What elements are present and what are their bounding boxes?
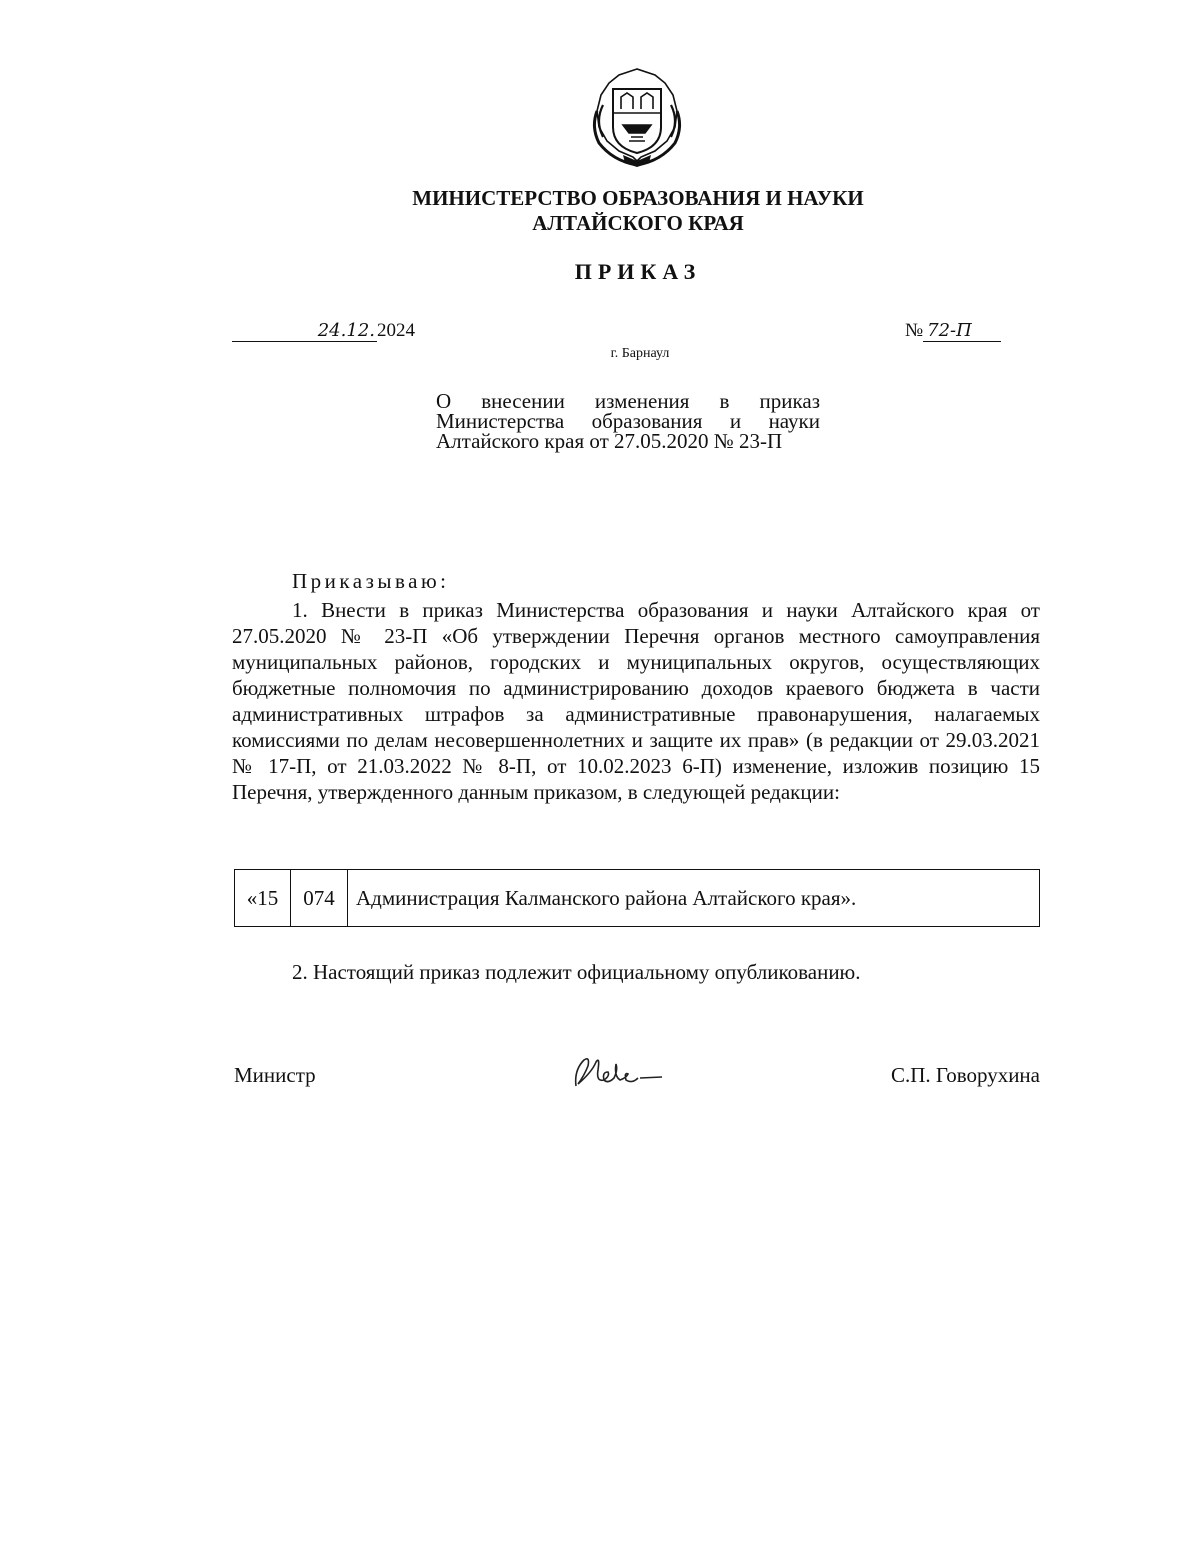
handwritten-signature — [570, 1050, 670, 1095]
handwritten-number: 72-П — [923, 321, 1001, 342]
table-cell-code: 074 — [291, 870, 348, 927]
order-item-1: 1. Внести в приказ Министерства образования и науки Алтайского края от 27.05.2020 № 23-П «Об утверждении Перечня органов местного самоуправления муниципальных районов, городских и муниципальных округов, осуществляющих бюджетные полномочия по администрированию доходов краевого бюджета в части административных штрафов за административные правонарушения, налагаемых комиссиями по делам несовершеннолетних и защите их прав» (в редакции от 29.03.2021 № 17-П, от 21.03.2022 № 8-П, от 10.02.2023 6-П) изменение, изложив позицию 15 Перечня, утвержденного данным приказом, в следующей редакции: — [232, 598, 1040, 804]
table-cell-name: Администрация Калманского района Алтайского края». — [348, 870, 1040, 927]
order-number — [905, 320, 1001, 342]
order-subject: О внесении изменения в приказ Министерства образования и науки Алтайского края от 27.05.2020 № 23-П — [436, 389, 820, 453]
order-date — [232, 320, 415, 342]
ministry-name-line2: АЛТАЙСКОГО КРАЯ — [532, 211, 744, 235]
amendment-table — [234, 869, 1040, 927]
city-label: г. Барнаул — [610, 346, 670, 361]
handwritten-date: 24.12. — [232, 321, 377, 342]
order-year: 2024 — [377, 320, 415, 341]
signatory-name: С.П. Говорухина — [890, 1063, 1040, 1087]
table-row — [235, 870, 1040, 927]
signatory-title: Министр — [234, 1063, 316, 1087]
document-type-title: ПРИКАЗ — [574, 259, 702, 284]
number-sign: № — [905, 320, 924, 341]
ministry-name-line1: МИНИСТЕРСТВО ОБРАЗОВАНИЯ И НАУКИ — [412, 186, 864, 210]
altai-krai-coat-of-arms-icon — [583, 65, 691, 170]
table-cell-position: «15 — [235, 870, 291, 927]
order-item-2: 2. Настоящий приказ подлежит официальному опубликованию. — [292, 960, 861, 984]
order-intro: Приказываю: — [292, 569, 450, 593]
